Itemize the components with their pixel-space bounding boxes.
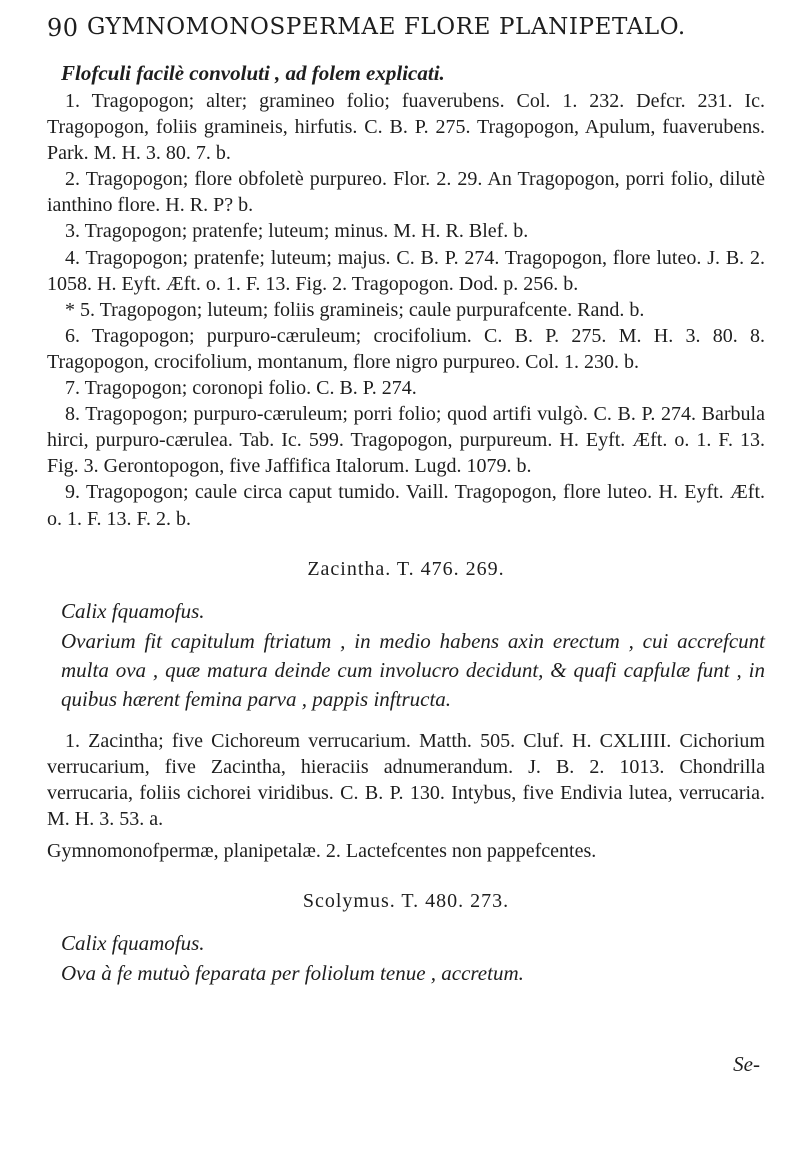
genus-title-scolymus: Scolymus. T. 480. 273. (302, 890, 510, 913)
running-title: GYMNOMONOSPERMAE FLORE PLANIPETALO. (87, 14, 686, 40)
entry-zacintha-1: 1. Zacintha; five Cichoreum verrucarium. Matth. 505. Cluf. H. CXLIIII. Cichorium verrucarium, five Zacintha, hieraciis adnumerandum. J. B. 2. 1013. Chondrilla verrucaria, foliis cichorei viridibus. C. B. P. 130. Intybus, five Endivia lutea, verrucaria. M. H. 3. 53. a. (47, 729, 765, 831)
catchword: Se- (733, 1052, 760, 1076)
entry-tragopogon-6: 6. Tragopogon; purpuro-cæruleum; crocifolium. C. B. P. 275. M. H. 3. 80. 8. Tragopogon, crocifolium, montanum, flore nigro purpureo. Col. 1. 230. b. (47, 324, 765, 373)
entry-tragopogon-2: 2. Tragopogon; flore obfoletè purpureo. Flor. 2. 29. An Tragopogon, porri folio, dilutè ianthino flore. H. R. P? b. (47, 168, 765, 217)
entry-tragopogon-8: 8. Tragopogon; purpuro-cæruleum; porri folio; quod artifi vulgò. C. B. P. 274. Barbula hirci, purpuro-cærulea. Tab. Ic. 599. Tragopogon, purpureum. H. Eyft. Æft. o. 1. F. 13. Fig. 3. Gerontopogon, five Jaffifica Italorum. Lugd. 1079. b. (47, 403, 765, 478)
classification-note: Gymnomonofpermæ, planipetalæ. 2. Lactefcentes non pappefcentes. (47, 840, 597, 863)
entry-tragopogon-4: 4. Tragopogon; pratenfe; luteum; majus. C. B. P. 274. Tragopogon, flore luteo. J. B. 2. 1058. H. Eyft. Æft. o. 1. F. 13. Fig. 2. Tragopogon. Dod. p. 256. b. (47, 246, 765, 295)
page-number: 90 (47, 14, 79, 42)
entry-tragopogon-7: 7. Tragopogon; coronopi folio. C. B. P. 274. (65, 377, 417, 400)
ova-description: Ova à fe mutuò feparata per foliolum tenue , accretum. (61, 961, 524, 986)
entry-tragopogon-5: * 5. Tragopogon; luteum; foliis gramineis; caule purpurafcente. Rand. b. (65, 298, 645, 321)
page-body (47, 58, 765, 987)
calyx-description-scolymus: Calix fquamofus. (61, 931, 205, 956)
entry-tragopogon-9: 9. Tragopogon; caule circa caput tumido. Vaill. Tragopogon, flore luteo. H. Eyft. Æft. o. 1. F. 13. F. 2. b. (47, 481, 765, 530)
ovarium-description: Ovarium fit capitulum ftriatum , in medio habens axin erectum , cui accrefcunt multa ova , quæ matura deinde cum involucro decidunt, & quafi capfulæ funt , in quibus hærent femina parva , pappis inftructa. (61, 628, 765, 711)
entry-tragopogon-3: 3. Tragopogon; pratenfe; luteum; minus. M. H. R. Blef. b. (65, 220, 529, 243)
section-heading: Flofculi facilè convoluti , ad folem explicati. (61, 61, 445, 85)
genus-title-zacintha: Zacintha. T. 476. 269. (307, 557, 505, 580)
entry-tragopogon-1: 1. Tragopogon; alter; gramineo folio; fuaverubens. Col. 1. 232. Defcr. 231. Ic. Tragopogon, foliis gramineis, hirfutis. C. B. P. 275. Tragopogon, Apulum, fuaverubens. Park. M. H. 3. 80. 7. b. (47, 90, 765, 165)
page-header (47, 14, 767, 54)
calyx-description: Calix fquamofus. (61, 598, 205, 623)
